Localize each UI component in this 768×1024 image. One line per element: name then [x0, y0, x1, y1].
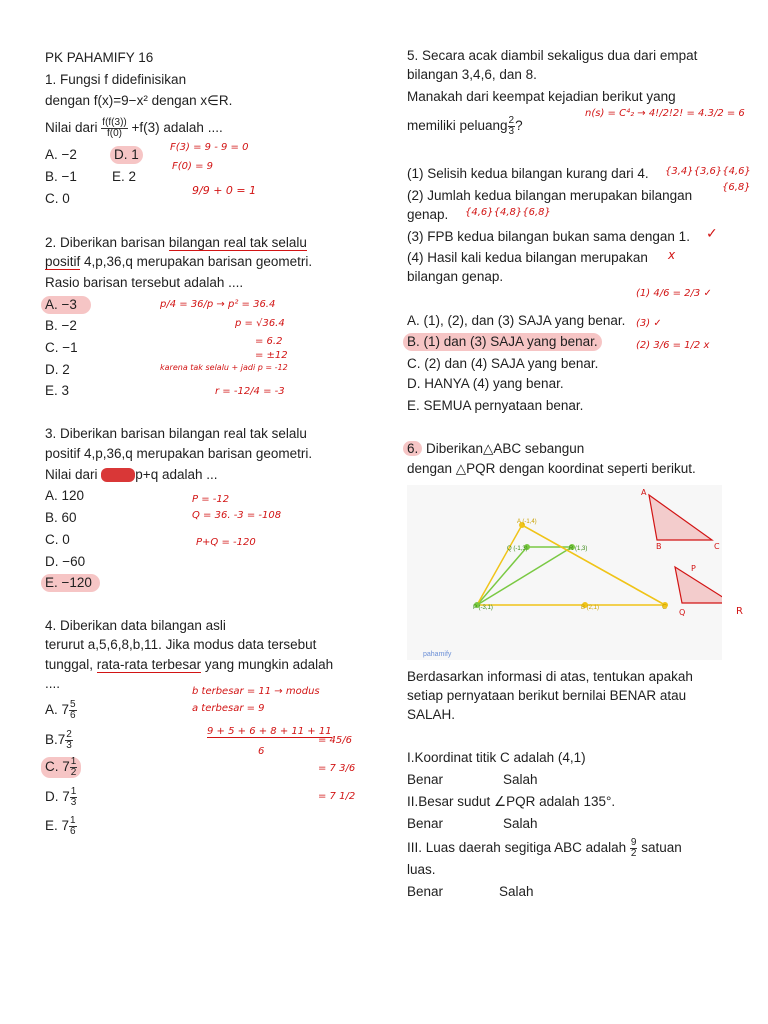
- q4-line2: terurut a,5,6,8,b,11. Jika modus data tersebut: [45, 637, 317, 652]
- q5-note-8: (3) ✓: [636, 318, 662, 329]
- q2-note-2: p = √36.4: [235, 318, 285, 329]
- q6-para-1: Berdasarkan informasi di atas, tentukan apakah: [407, 669, 693, 684]
- q1-frac-den: f(0): [107, 128, 123, 139]
- q6-s3-den: 2: [630, 848, 637, 859]
- q1-line3: [45, 118, 223, 139]
- q6-s2-salah[interactable]: Salah: [503, 816, 538, 831]
- q1-line2: dengan f(x)=9−x² dengan x∈R.: [45, 93, 233, 108]
- q4-option-d: [45, 787, 77, 808]
- q1-line3-post: +f(3) adalah ....: [131, 120, 223, 136]
- label-c: C: [662, 604, 668, 611]
- q2-option-b: B. −2: [45, 318, 77, 333]
- q6-s3-num: 9: [630, 837, 637, 848]
- q1-note-2: F(0) = 9: [172, 161, 214, 172]
- q2-line3: Rasio barisan tersebut adalah ....: [45, 275, 244, 290]
- q5-statement-2: (2) Jumlah kedua bilangan merupakan bilangan: [407, 188, 693, 203]
- q4-line4: ....: [45, 676, 61, 691]
- q4-option-e-num: 1: [70, 815, 76, 826]
- q4-line3-pre: tunggal,: [45, 657, 97, 672]
- q5-note-6: x: [668, 248, 676, 262]
- q3-option-d: D. −60: [45, 554, 86, 569]
- q3-option-c: C. 0: [45, 532, 70, 547]
- q5-line1: 5. Secara acak diambil sekaligus dua dari empat: [407, 48, 698, 63]
- q5-note-3: {6,8}: [722, 182, 751, 193]
- q4-note-3: 9 + 5 + 6 + 8 + 11 + 11: [207, 726, 332, 737]
- q4-option-a-num: 5: [70, 699, 76, 710]
- q3-line3-pre: Nilai dari: [45, 467, 98, 482]
- q4-option-b-label: B.7: [45, 732, 66, 748]
- q4-line3-post: yang mungkin adalah: [201, 657, 334, 672]
- q2-option-e: E. 3: [45, 383, 70, 398]
- q2-option-a: A. −3: [41, 296, 91, 314]
- q1-option-b: B. −1: [45, 169, 77, 184]
- q6-s3-benar[interactable]: Benar: [407, 884, 444, 899]
- q3-line2: positif 4,p,36,q merupakan barisan geometri.: [45, 446, 313, 461]
- q5-frac-den: 3: [508, 126, 515, 137]
- q6-s3-pre: III. Luas daerah segitiga ABC adalah: [407, 840, 627, 856]
- label-b: B (2,1): [581, 605, 600, 611]
- q2-line2-post: 4,p,36,q merupakan barisan geometri.: [80, 254, 313, 269]
- q2-note-4: = ±12: [255, 350, 288, 361]
- q6-statement-3: [407, 838, 682, 859]
- red-label-q: Q: [679, 608, 686, 617]
- q2-option-c: C. −1: [45, 340, 78, 355]
- q3-note-2: Q = 36. -3 = -108: [192, 510, 282, 521]
- q6-para-2: setiap pernyataan berikut bernilai BENAR atau: [407, 688, 687, 703]
- q5-option-d: D. HANYA (4) yang benar.: [407, 376, 564, 391]
- q1-line1: 1. Fungsi f didefinisikan: [45, 72, 187, 87]
- label-p: P (-3,1): [473, 605, 493, 611]
- q6-line1-post: Diberikan△ABC sebangun: [422, 441, 585, 456]
- q4-option-d-num: 1: [70, 786, 77, 797]
- q2-note-5: karena tak selalu + jadi p = -12: [160, 363, 288, 372]
- q4-option-e-label: E. 7: [45, 818, 70, 834]
- q5-line4-pre: memiliki peluang: [407, 118, 508, 134]
- q6-s1-salah[interactable]: Salah: [503, 772, 538, 787]
- q4-option-b-den: 3: [66, 740, 72, 751]
- q4-option-d-den: 3: [70, 797, 77, 808]
- q3-note-3: P+Q = -120: [196, 537, 256, 548]
- q6-statement-2: II.Besar sudut ∠PQR adalah 135°.: [407, 794, 616, 809]
- q2-option-d: D. 2: [45, 362, 70, 377]
- label-a: A (-1,4): [517, 519, 537, 525]
- q4-option-b: [45, 730, 73, 751]
- label-r: R (1,3): [569, 546, 588, 552]
- q6-statement-3b: luas.: [407, 862, 436, 877]
- q5-option-e: E. SEMUA pernyataan benar.: [407, 398, 584, 413]
- q1-option-e: E. 2: [112, 169, 137, 184]
- q5-statement-4b: bilangan genap.: [407, 269, 504, 284]
- red-label-p: P: [691, 564, 696, 573]
- q2-line1-pre: 2. Diberikan barisan: [45, 235, 169, 250]
- q2-note-1: p/4 = 36/p → p² = 36.4: [160, 299, 276, 310]
- q4-line3-underline: rata-rata terbesar: [96, 657, 202, 672]
- q3-line1: 3. Diberikan barisan bilangan real tak selalu: [45, 426, 307, 441]
- q1-option-a: A. −2: [45, 147, 77, 162]
- red-label-b: B: [656, 542, 662, 551]
- q6-s1-benar[interactable]: Benar: [407, 772, 444, 787]
- q4-option-c: [41, 757, 81, 778]
- q4-note-4: 6: [258, 746, 265, 757]
- q6-s3-post: satuan: [641, 840, 682, 856]
- q4-option-c-den: 2: [70, 767, 77, 778]
- coordinate-figure: [407, 485, 722, 660]
- q4-note-7: = 7 1/2: [318, 791, 356, 802]
- q4-option-c-num: 1: [70, 756, 77, 767]
- red-label-c: C: [714, 542, 720, 551]
- q6-s3-salah[interactable]: Salah: [499, 884, 534, 899]
- q4-note-6: = 7 3/6: [318, 763, 356, 774]
- q4-line3: [45, 656, 333, 674]
- q5-line3: Manakah dari keempat kejadian berikut yang: [407, 89, 676, 104]
- q4-option-e: [45, 816, 77, 837]
- q5-option-c: C. (2) dan (4) SAJA yang benar.: [407, 356, 599, 371]
- q5-note-7: (1) 4/6 = 2/3 ✓: [636, 288, 712, 299]
- q1-option-d: D. 1: [110, 146, 143, 164]
- q4-option-a: [45, 700, 77, 721]
- q4-note-5: = 45/6: [318, 735, 353, 746]
- q5-option-b: B. (1) dan (3) SAJA yang benar.: [403, 333, 602, 351]
- red-label-a: A: [641, 488, 647, 497]
- q1-note-3: 9/9 + 0 = 1: [192, 184, 257, 197]
- q2-note-3: = 6.2: [255, 336, 283, 347]
- q3-line3-post: p+q adalah ...: [135, 467, 218, 482]
- q2-line1: [45, 234, 307, 252]
- q5-line4: [407, 116, 523, 137]
- q1-option-c: C. 0: [45, 191, 70, 206]
- q3-scribble: [101, 468, 135, 482]
- q3-note-1: P = -12: [192, 494, 230, 505]
- label-q: Q (-1,3): [507, 546, 528, 552]
- q5-frac-num: 2: [508, 115, 515, 126]
- q2-line2-underline: positif: [45, 254, 81, 269]
- q5-line2: bilangan 3,4,6, dan 8.: [407, 67, 537, 82]
- q4-option-e-den: 6: [70, 826, 76, 837]
- q3-option-a: A. 120: [45, 488, 85, 503]
- page-header: PK PAHAMIFY 16: [45, 50, 154, 65]
- q5-note-9: (2) 3/6 = 1/2 x: [636, 340, 710, 351]
- q4-note-1: b terbesar = 11 → modus: [192, 686, 320, 697]
- q5-line4-post: ?: [515, 118, 523, 134]
- q4-option-c-label: C. 7: [45, 759, 70, 775]
- q4-option-a-label: A. 7: [45, 702, 70, 718]
- q6-s2-benar[interactable]: Benar: [407, 816, 444, 831]
- red-label-r: R: [736, 606, 743, 617]
- q4-line1: 4. Diberikan data bilangan asli: [45, 618, 226, 633]
- q5-statement-4: (4) Hasil kali kedua bilangan merupakan: [407, 250, 648, 265]
- q6-line2: dengan △PQR dengan koordinat seperti berikut.: [407, 461, 696, 476]
- q6-number: 6.: [403, 441, 422, 456]
- q5-note-5: ✓: [706, 226, 718, 242]
- q3-option-e: E. −120: [41, 574, 100, 592]
- q4-note-2: a terbesar = 9: [192, 703, 265, 714]
- q1-note-1: F(3) = 9 - 9 = 0: [170, 142, 249, 153]
- q6-line1: [403, 440, 584, 458]
- q2-note-6: r = -12/4 = -3: [215, 386, 285, 397]
- q5-statement-1: (1) Selisih kedua bilangan kurang dari 4.: [407, 166, 649, 181]
- pahamify-logo: pahamify: [423, 651, 452, 658]
- q1-frac-num: f(f(3)): [102, 117, 127, 128]
- q6-statement-1: I.Koordinat titik C adalah (4,1): [407, 750, 586, 765]
- q5-statement-3: (3) FPB kedua bilangan bukan sama dengan 1.: [407, 229, 690, 244]
- q1-fraction: [101, 118, 127, 139]
- q5-statement-2b: genap.: [407, 207, 449, 222]
- q4-option-b-num: 2: [66, 729, 72, 740]
- q5-note-1: n(s) = C⁴₂ → 4!/2!2! = 4.3/2 = 6: [585, 108, 745, 119]
- q4-option-a-den: 6: [70, 710, 76, 721]
- q5-note-4: {4,6}{4,8}{6,8}: [465, 207, 551, 218]
- q1-line3-pre: Nilai dari: [45, 120, 98, 136]
- q5-option-a: A. (1), (2), dan (3) SAJA yang benar.: [407, 313, 626, 328]
- q4-option-d-label: D. 7: [45, 789, 70, 805]
- q5-note-2: {3,4}{3,6}{4,6}: [665, 166, 751, 177]
- q2-line1-underline: bilangan real tak selalu: [168, 235, 307, 250]
- q6-para-3: SALAH.: [407, 707, 456, 722]
- q2-line2: [45, 253, 312, 271]
- q3-line3: [45, 466, 218, 484]
- q3-option-b: B. 60: [45, 510, 77, 525]
